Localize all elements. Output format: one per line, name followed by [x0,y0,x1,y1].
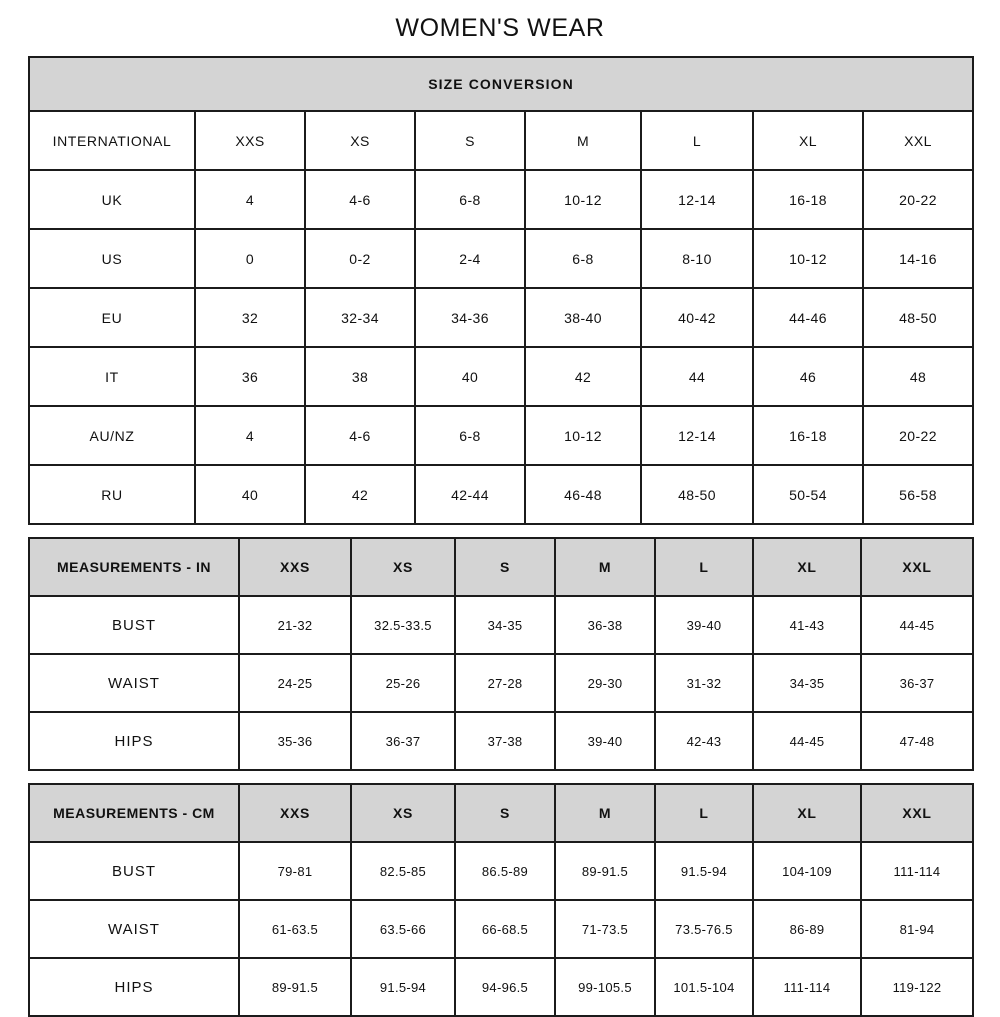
row-label-hips: HIPS [29,958,239,1016]
size-xxl: XXL [861,784,973,842]
table-row [29,465,973,524]
cell-value: 6-8 [415,406,525,465]
table-banner-row [29,57,973,111]
cell-value: 6-8 [415,170,525,229]
size-m: M [555,538,655,596]
cell-value: 71-73.5 [555,900,655,958]
cell-value: 8-10 [641,229,753,288]
table-row [29,111,973,170]
cell-value: 38 [305,347,415,406]
cell-value: 82.5-85 [351,842,455,900]
cell-value: 79-81 [239,842,351,900]
row-label-international: INTERNATIONAL [29,111,195,170]
cell-value: 34-36 [415,288,525,347]
row-label-aunz: AU/NZ [29,406,195,465]
cell-value: 73.5-76.5 [655,900,753,958]
table-row [29,712,973,770]
cell-value: 46 [753,347,863,406]
cell-value: 0-2 [305,229,415,288]
row-label-waist: WAIST [29,900,239,958]
cell-value: 37-38 [455,712,555,770]
cell-value: 39-40 [655,596,753,654]
cell-value: 16-18 [753,406,863,465]
cell-value: 20-22 [863,406,973,465]
cell-value: 35-36 [239,712,351,770]
table-row [29,900,973,958]
cell-value: 50-54 [753,465,863,524]
size-xl: XL [753,111,863,170]
cell-value: 36-38 [555,596,655,654]
size-xxs: XXS [195,111,305,170]
row-label-it: IT [29,347,195,406]
cell-value: 34-35 [753,654,861,712]
cell-value: 81-94 [861,900,973,958]
cell-value: 91.5-94 [351,958,455,1016]
cell-value: 56-58 [863,465,973,524]
cell-value: 40 [415,347,525,406]
page-title: WOMEN'S WEAR [395,14,605,42]
size-l: L [655,538,753,596]
cell-value: 34-35 [455,596,555,654]
size-xxs: XXS [239,784,351,842]
cell-value: 42 [305,465,415,524]
table-header-row [29,538,973,596]
cell-value: 119-122 [861,958,973,1016]
cell-value: 24-25 [239,654,351,712]
cell-value: 111-114 [861,842,973,900]
measurements-cm-table [28,783,974,1017]
table-row [29,406,973,465]
row-label-us: US [29,229,195,288]
size-xxl: XXL [861,538,973,596]
size-m: M [525,111,641,170]
cell-value: 104-109 [753,842,861,900]
row-label-waist: WAIST [29,654,239,712]
cell-value: 2-4 [415,229,525,288]
cell-value: 4-6 [305,170,415,229]
cell-value: 12-14 [641,406,753,465]
size-conversion-table [28,56,974,525]
table-row [29,347,973,406]
cell-value: 63.5-66 [351,900,455,958]
cell-value: 111-114 [753,958,861,1016]
cell-value: 44 [641,347,753,406]
cell-value: 89-91.5 [555,842,655,900]
cell-value: 99-105.5 [555,958,655,1016]
cell-value: 32 [195,288,305,347]
table-row [29,288,973,347]
size-xs: XS [305,111,415,170]
cell-value: 4 [195,170,305,229]
cell-value: 10-12 [753,229,863,288]
cell-value: 40-42 [641,288,753,347]
cell-value: 0 [195,229,305,288]
row-label-ru: RU [29,465,195,524]
size-xs: XS [351,538,455,596]
cell-value: 29-30 [555,654,655,712]
cell-value: 32.5-33.5 [351,596,455,654]
cell-value: 42-43 [655,712,753,770]
cell-value: 91.5-94 [655,842,753,900]
cell-value: 42 [525,347,641,406]
measurements-in-table [28,537,974,771]
cell-value: 36-37 [351,712,455,770]
cell-value: 4-6 [305,406,415,465]
header-measurements-in: MEASUREMENTS - IN [29,538,239,596]
cell-value: 38-40 [525,288,641,347]
size-s: S [455,784,555,842]
cell-value: 27-28 [455,654,555,712]
table-row [29,170,973,229]
size-xxl: XXL [863,111,973,170]
cell-value: 47-48 [861,712,973,770]
cell-value: 6-8 [525,229,641,288]
cell-value: 48-50 [641,465,753,524]
size-m: M [555,784,655,842]
cell-value: 31-32 [655,654,753,712]
size-conversion-banner: SIZE CONVERSION [29,57,973,111]
cell-value: 48 [863,347,973,406]
cell-value: 21-32 [239,596,351,654]
table-header-row [29,784,973,842]
cell-value: 44-45 [861,596,973,654]
cell-value: 32-34 [305,288,415,347]
cell-value: 44-45 [753,712,861,770]
cell-value: 16-18 [753,170,863,229]
cell-value: 44-46 [753,288,863,347]
cell-value: 66-68.5 [455,900,555,958]
size-s: S [455,538,555,596]
cell-value: 10-12 [525,170,641,229]
cell-value: 86-89 [753,900,861,958]
table-row [29,596,973,654]
table-row [29,654,973,712]
cell-value: 20-22 [863,170,973,229]
cell-value: 42-44 [415,465,525,524]
row-label-eu: EU [29,288,195,347]
cell-value: 101.5-104 [655,958,753,1016]
size-xxs: XXS [239,538,351,596]
table-row [29,842,973,900]
size-xs: XS [351,784,455,842]
cell-value: 89-91.5 [239,958,351,1016]
size-l: L [655,784,753,842]
cell-value: 4 [195,406,305,465]
cell-value: 25-26 [351,654,455,712]
size-s: S [415,111,525,170]
cell-value: 86.5-89 [455,842,555,900]
cell-value: 61-63.5 [239,900,351,958]
row-label-hips: HIPS [29,712,239,770]
cell-value: 41-43 [753,596,861,654]
cell-value: 40 [195,465,305,524]
size-xl: XL [753,784,861,842]
cell-value: 46-48 [525,465,641,524]
size-l: L [641,111,753,170]
cell-value: 10-12 [525,406,641,465]
size-xl: XL [753,538,861,596]
table-row [29,229,973,288]
cell-value: 39-40 [555,712,655,770]
row-label-bust: BUST [29,842,239,900]
cell-value: 36 [195,347,305,406]
cell-value: 94-96.5 [455,958,555,1016]
cell-value: 12-14 [641,170,753,229]
table-row [29,958,973,1016]
cell-value: 36-37 [861,654,973,712]
cell-value: 14-16 [863,229,973,288]
row-label-uk: UK [29,170,195,229]
header-measurements-cm: MEASUREMENTS - CM [29,784,239,842]
cell-value: 48-50 [863,288,973,347]
row-label-bust: BUST [29,596,239,654]
